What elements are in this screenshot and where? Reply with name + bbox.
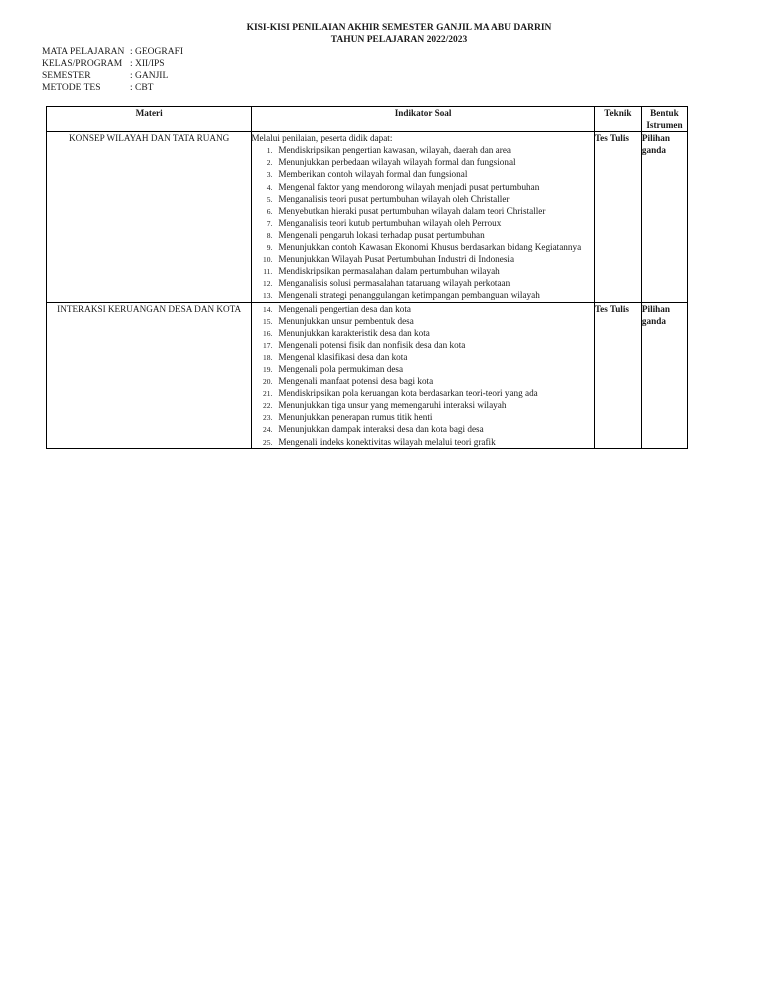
indicator-text: Mengenali manfaat potensi desa bagi kota	[278, 376, 434, 387]
indicator-number: 25.	[262, 437, 273, 447]
indicator-text: Mengenali pengaruh lokasi terhadap pusat pertumbuhan	[278, 229, 485, 240]
list-item	[252, 411, 594, 423]
indicator-number: 4.	[266, 182, 273, 192]
indicator-number: 21.	[262, 389, 273, 399]
indicator-number: 15.	[262, 316, 273, 326]
table-row	[47, 302, 688, 448]
indicator-text: Mengenali pola permukiman desa	[278, 363, 404, 374]
list-item	[252, 315, 594, 327]
indicator-number: 9.	[266, 243, 273, 253]
indicator-number: 11.	[263, 267, 273, 277]
kisi-table	[46, 106, 688, 449]
list-item	[252, 168, 594, 180]
indicator-number: 3.	[266, 170, 273, 180]
meta-row-class	[42, 58, 183, 70]
indicator-text: Mengenal faktor yang mendorong wilayah menjadi pusat pertumbuhan	[278, 181, 540, 192]
list-item	[252, 339, 594, 351]
indicator-number: 13.	[262, 291, 273, 301]
list-item	[252, 181, 594, 193]
indicator-number: 6.	[266, 206, 273, 216]
meta-value: : XII/IPS	[130, 59, 165, 69]
indicator-text: Menunjukkan karakteristik desa dan kota	[278, 327, 430, 338]
indicator-number: 12.	[262, 279, 273, 289]
header-teknik: Teknik	[594, 107, 641, 132]
meta-label: MATA PELAJARAN	[42, 47, 125, 57]
list-item	[252, 144, 594, 156]
bentuk-cell: Pilihan ganda	[641, 302, 687, 448]
indicator-text: Mendiskripsikan pengertian kawasan, wilayah, daerah dan area	[278, 145, 511, 156]
indicator-text: Mendiskripsikan pola keruangan kota berdasarkan teori-teori yang ada	[278, 388, 538, 399]
list-item	[252, 217, 594, 229]
indicator-number: 24.	[262, 425, 273, 435]
indicator-number: 20.	[262, 377, 273, 387]
indicator-text: Menganalisis teori pusat pertumbuhan wilayah oleh Christaller	[278, 193, 510, 204]
list-item	[252, 436, 594, 448]
list-item	[252, 193, 594, 205]
indicator-number: 5.	[266, 194, 273, 204]
meta-row-subject	[42, 46, 183, 58]
table-row	[47, 132, 688, 302]
indicator-number: 10.	[262, 255, 273, 265]
meta-value: : GANJIL	[130, 71, 169, 81]
list-item	[252, 327, 594, 339]
materi-cell: KONSEP WILAYAH DAN TATA RUANG	[47, 132, 252, 302]
document-title: KISI-KISI PENILAIAN AKHIR SEMESTER GANJIL MA ABU DARRIN	[246, 23, 552, 33]
indicator-text: Menunjukkan perbedaan wilayah wilayah formal dan fungsional	[278, 157, 516, 168]
list-item	[252, 241, 594, 253]
list-item	[252, 387, 594, 399]
indicator-number: 2.	[266, 158, 273, 168]
document-subtitle: TAHUN PELAJARAN 2022/2023	[330, 35, 468, 45]
meta-label: METODE TES	[42, 83, 101, 93]
indicator-text: Menganalisis solusi permasalahan tataruang wilayah perkotaan	[278, 278, 511, 289]
indicator-number: 19.	[262, 364, 273, 374]
indicator-text: Mengenali indeks konektivitas wilayah melalui teori grafik	[278, 436, 496, 447]
indicator-text: Mendiskripsikan permasalahan dalam pertumbuhan wilayah	[278, 266, 500, 277]
indicator-text: Mengenali pengertian desa dan kota	[278, 303, 411, 314]
indicator-text: Menunjukkan Wilayah Pusat Pertumbuhan Industri di Indonesia	[278, 254, 515, 265]
list-item	[252, 205, 594, 217]
indicator-number: 22.	[262, 401, 273, 411]
meta-info	[42, 46, 183, 94]
bentuk-cell: Pilihan ganda	[641, 132, 687, 302]
indicator-number: 1.	[266, 146, 273, 156]
indikator-intro: Melalui penilaian, peserta didik dapat:	[251, 133, 393, 144]
indicator-number: 7.	[266, 218, 273, 228]
indicator-number: 14.	[262, 304, 273, 314]
list-item	[252, 289, 594, 301]
indicator-number: 16.	[262, 328, 273, 338]
indicator-text: Menyebutkan hieraki pusat pertumbuhan wilayah dalam teori Christaller	[278, 205, 546, 216]
indicator-text: Memberikan contoh wilayah formal dan fungsional	[278, 169, 468, 180]
indicator-number: 8.	[266, 230, 273, 240]
list-item	[252, 303, 594, 315]
meta-row-method	[42, 82, 183, 94]
indicator-number: 17.	[262, 340, 273, 350]
materi-cell: INTERAKSI KERUANGAN DESA DAN KOTA	[47, 302, 252, 448]
header-indikator: Indikator Soal	[252, 107, 595, 132]
table-header-row	[47, 107, 688, 132]
indicator-text: Menunjukkan contoh Kawasan Ekonomi Khusus berdasarkan bidang Kegiatannya	[278, 242, 582, 253]
list-item	[252, 423, 594, 435]
meta-value: : CBT	[130, 83, 154, 93]
indicator-number: 23.	[262, 413, 273, 423]
list-item	[252, 156, 594, 168]
indicator-text: Menunjukkan tiga unsur yang memengaruhi interaksi wilayah	[278, 400, 507, 411]
teknik-cell: Tes Tulis	[594, 132, 641, 302]
indicator-text: Menunjukkan penerapan rumus titik henti	[278, 412, 433, 423]
indicator-text: Mengenali potensi fisik dan nonfisik desa dan kota	[278, 339, 466, 350]
indikator-cell	[252, 302, 595, 448]
list-item	[252, 265, 594, 277]
indicator-text: Menunjukkan dampak interaksi desa dan kota bagi desa	[278, 424, 484, 435]
meta-label: KELAS/PROGRAM	[42, 59, 123, 69]
indicator-text: Menunjukkan unsur pembentuk desa	[278, 315, 414, 326]
indicator-number: 18.	[262, 352, 273, 362]
indicator-text: Mengenali strategi penanggulangan ketimpangan pembanguan wilayah	[278, 290, 540, 301]
indicator-text: Mengenal klasifikasi desa dan kota	[278, 351, 408, 362]
list-item	[252, 277, 594, 289]
list-item	[252, 399, 594, 411]
meta-value: : GEOGRAFI	[130, 47, 184, 57]
indikator-cell	[252, 132, 595, 302]
header-bentuk: Bentuk Istrumen	[641, 107, 687, 132]
teknik-cell: Tes Tulis	[594, 302, 641, 448]
list-item	[252, 375, 594, 387]
header-materi: Materi	[47, 107, 252, 132]
list-item	[252, 363, 594, 375]
list-item	[252, 351, 594, 363]
meta-label: SEMESTER	[42, 71, 91, 81]
indicator-text: Menganalisis teori kutub pertumbuhan wilayah oleh Perroux	[278, 217, 502, 228]
list-item	[252, 229, 594, 241]
meta-row-semester	[42, 70, 183, 82]
list-item	[252, 253, 594, 265]
